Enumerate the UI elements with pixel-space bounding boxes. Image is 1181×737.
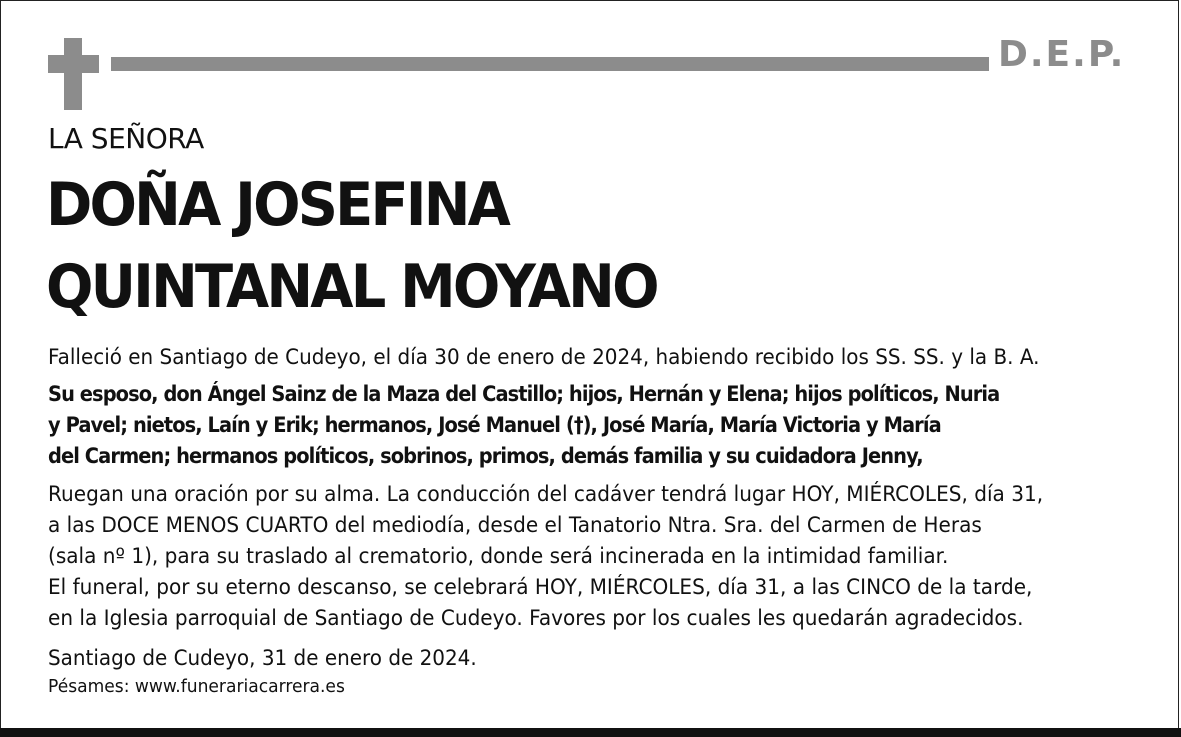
death-line: [48, 342, 1039, 373]
deceased-name-line2: QUINTANAL MOYANO: [46, 252, 657, 322]
service-line: (sala nº 1), para su traslado al crematorio, donde será incinerada en la intimidad familiar.: [48, 544, 949, 568]
family-block: [48, 379, 999, 472]
service-block: [48, 479, 1043, 634]
family-line: Su esposo, don Ángel Sainz de la Maza del Castillo; hijos, Hernán y Elena; hijos políticos, Nuria: [48, 382, 1000, 406]
cross-icon-bar: [48, 55, 99, 73]
service-line: en la Iglesia parroquial de Santiago de Cudeyo. Favores por los cuales les quedarán agradecidos.: [48, 606, 1024, 630]
deceased-name-line1: DOÑA JOSEFINA: [46, 170, 509, 240]
place-date: [48, 643, 477, 674]
honorific: LA SEÑORA: [48, 122, 204, 155]
header-rule: [111, 57, 989, 71]
condolences: [48, 673, 345, 701]
condolences-link[interactable]: Pésames: www.funerariacarrera.es: [48, 676, 345, 697]
family-line: del Carmen; hermanos políticos, sobrinos, primos, demás familia y su cuidadora Jenny,: [48, 444, 923, 468]
place-date-text: Santiago de Cudeyo, 31 de enero de 2024.: [48, 646, 477, 670]
death-text: Falleció en Santiago de Cudeyo, el día 30 de enero de 2024, habiendo recibido los SS. SS. y la B. A.: [48, 345, 1040, 369]
family-line: y Pavel; nietos, Laín y Erik; hermanos, José Manuel (†), José María, María Victoria y María: [48, 413, 941, 437]
service-line: El funeral, por su eterno descanso, se celebrará HOY, MIÉRCOLES, día 31, a las CINCO de la tarde,: [48, 575, 1033, 599]
bottom-border: [0, 728, 1181, 737]
dep-label: D.E.P.: [998, 34, 1126, 75]
cross-icon: [64, 38, 82, 110]
service-line: Ruegan una oración por su alma. La conducción del cadáver tendrá lugar HOY, MIÉRCOLES, día 31,: [48, 482, 1044, 506]
service-line: a las DOCE MENOS CUARTO del mediodía, desde el Tanatorio Ntra. Sra. del Carmen de Heras: [48, 513, 982, 537]
